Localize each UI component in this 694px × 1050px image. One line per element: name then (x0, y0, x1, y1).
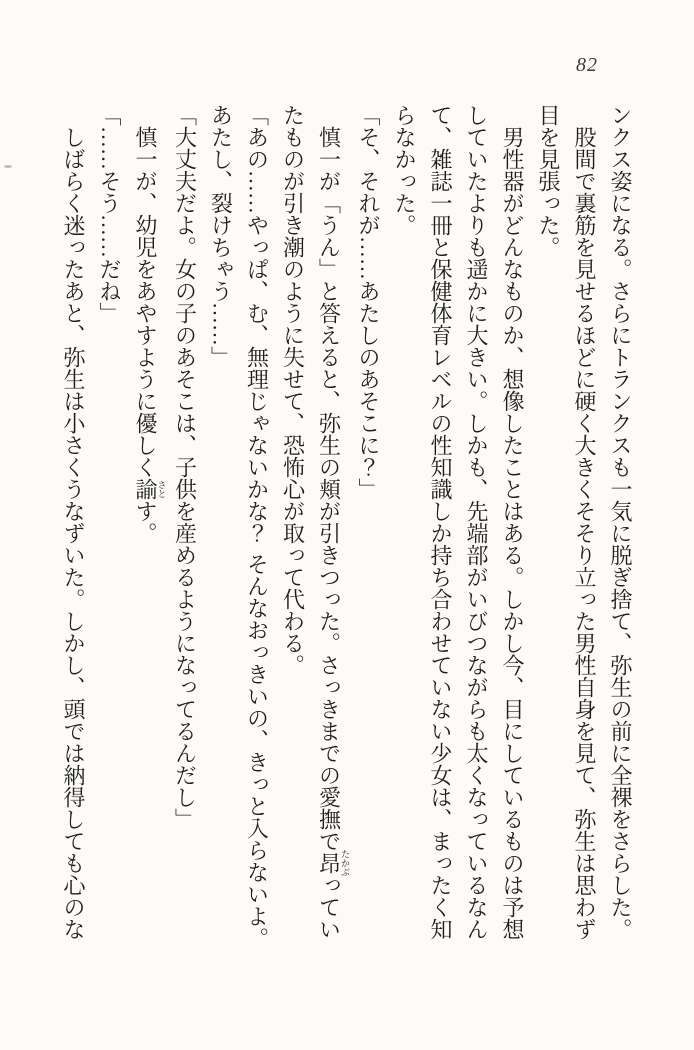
paragraph: 慎一が、幼児をあやすように優しく諭さとす。 (133, 126, 167, 544)
dialogue-paragraph: 「あの……やっぱ、む、無理じゃないかな？そんなおっきいの、きっと入らないよ。あたし、裂けちゃう……」 (208, 104, 270, 949)
paragraph: 股間で裏筋を見せるほどに硬く大きくそそり立った男性自身を見て、弥生は思わず目を見張った。 (536, 104, 597, 940)
dialogue-paragraph: 「そ、それが……あたしのあそこに？」 (356, 104, 381, 500)
paragraph: 男性器がどんなものか、想像したことはある。しかし今、目にしているものは予想していたよりも遥かに大きい。しかも、先端部がいびつながらも太くなっているなんて、雑誌一冊と保健体育レベルの性知識しか持ち合わせていない少女は、まったく知らなかった。 (392, 104, 525, 940)
paragraph: 慎一が「うん」と答えると、弥生の頬が引きつった。さっきまでの愛撫で昂たかぶっていたものが引き潮のように失せて、恐怖心が取って代わる。 (280, 104, 350, 940)
page-number: 82 (576, 54, 598, 76)
dialogue-paragraph: 「大丈夫だよ。女の子のあそこは、子供を産めるようになってるんだし」 (172, 104, 198, 830)
fullwidth-space (245, 544, 270, 553)
scan-artifact-mark (4, 165, 12, 168)
vertical-text-block (55, 104, 638, 954)
dialogue-paragraph: 「……そう……だね」 (97, 104, 122, 324)
paragraph: しばらく迷ったあと、弥生は小さくうなずいた。しかし、頭では納得しても心のな (61, 126, 86, 940)
paragraph: ンクス姿になる。さらにトランクスも一気に脱ぎ捨て、弥生の前に全裸をさらした。 (608, 104, 633, 940)
